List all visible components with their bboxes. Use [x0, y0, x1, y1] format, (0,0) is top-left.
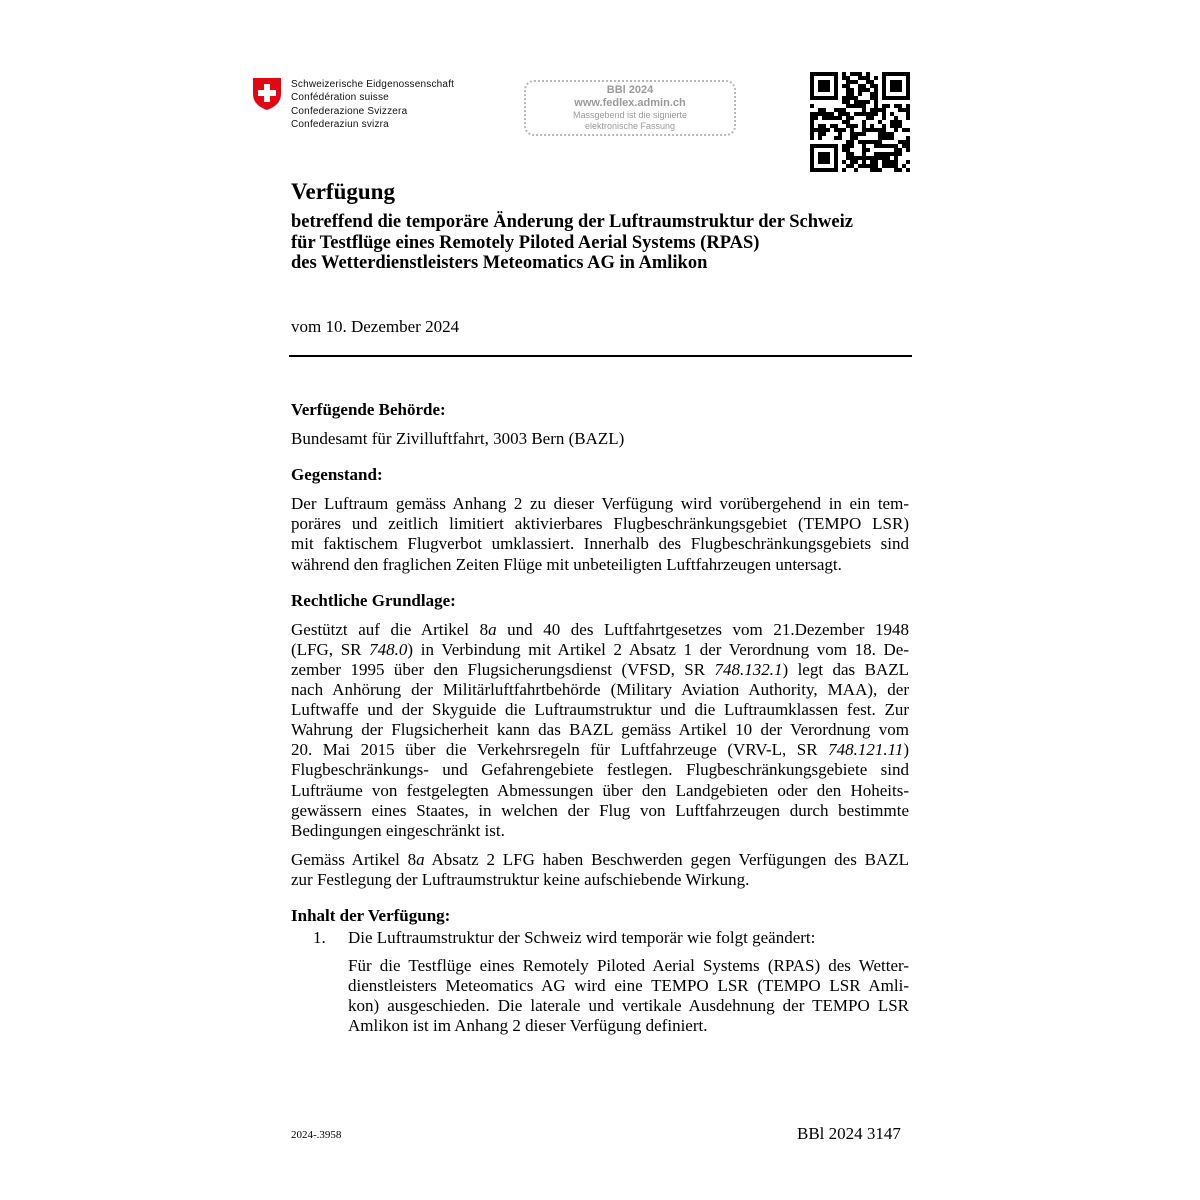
fedlex-stamp — [524, 80, 736, 136]
text-line: poräres und zeitlich limitiert aktivierbares Flugbeschränkungsgebiet (TEMPO LSR) — [291, 514, 909, 534]
text-line: Der Luftraum gemäss Anhang 2 zu dieser Verfügung wird vorübergehend in ein tem- — [291, 494, 909, 514]
document-body — [291, 400, 909, 1037]
text-line: nach Anhörung der Militärluftfahrtbehörde (Military Aviation Authority, MAA), der — [291, 680, 909, 700]
authority-text: Bundesamt für Zivilluftfahrt, 3003 Bern (BAZL) — [291, 429, 625, 449]
stamp-line-1: BBl 2024 — [606, 84, 654, 96]
text-line: zur Festlegung der Luftraumstruktur keine aufschiebende Wirkung. — [291, 869, 750, 889]
stamp-line-3: Massgebend ist die signierte — [572, 110, 688, 120]
text-line: Gemäss Artikel 8a Absatz 2 LFG haben Beschwerden gegen Verfügungen des BAZL — [291, 849, 909, 869]
subtitle-line: betreffend die temporäre Änderung der Luftraumstruktur der Schweiz — [291, 212, 853, 232]
text-line: Wahrung der Flugsicherheit kann das BAZL gemäss Artikel 10 der Verordnung vom — [291, 720, 909, 740]
list-item — [291, 928, 909, 948]
swiss-coat-of-arms-icon — [252, 77, 282, 111]
text-line: Gestützt auf die Artikel 8a und 40 des Luftfahrtgesetzes vom 21.Dezember 1948 — [291, 619, 909, 639]
confed-line-rm: Confederaziun svizra — [291, 119, 389, 131]
subject-paragraph — [291, 494, 909, 574]
text-line: Amlikon ist im Anhang 2 dieser Verfügung definiert. — [348, 1016, 708, 1036]
confederation-names — [291, 78, 454, 132]
subtitle-line: für Testflüge eines Remotely Piloted Aerial Systems (RPAS) — [291, 232, 760, 253]
document-subtitle — [291, 212, 931, 274]
text-line: (LFG, SR 748.0) in Verbindung mit Artikel 2 Absatz 1 der Verordnung vom 18. De- — [291, 639, 910, 659]
stamp-line-4: elektronische Fassung — [584, 121, 676, 131]
divider — [289, 355, 912, 357]
text-line: Bedingungen eingeschränkt ist. — [291, 820, 505, 840]
text-line: dienstleisters Meteomatics AG wird eine TEMPO LSR (TEMPO LSR Amli- — [348, 976, 909, 996]
confed-line-de: Schweizerische Eidgenossenschaft — [291, 79, 455, 90]
stamp-line-2: www.fedlex.admin.ch — [574, 97, 686, 109]
content-heading: Inhalt der Verfügung: — [291, 905, 451, 925]
text-line: kon) ausgeschieden. Die laterale und vertikale Ausdehnung der TEMPO LSR — [348, 996, 909, 1016]
text-line: 20. Mai 2015 über die Verkehrsregeln für Luftfahrzeuge (VRV-L, SR 748.121.11) — [291, 740, 909, 760]
text-line: Luftwaffe und der Skyguide die Luftraumstruktur und die Luftraumklassen fest. Zur — [291, 700, 909, 720]
qr-code-icon — [810, 72, 910, 172]
subtitle-line: des Wetterdienstleisters Meteomatics AG in Amlikon — [291, 253, 708, 273]
document-title: Verfügung — [291, 179, 395, 204]
text-line: Flugbeschränkungs- und Gefahrengebiete festlegen. Flugbeschränkungsgebiete sind — [291, 760, 909, 780]
legal-paragraph — [291, 620, 909, 841]
authority-heading: Verfügende Behörde: — [291, 400, 446, 419]
legal-paragraph-2 — [291, 850, 909, 890]
confed-line-it: Confederazione Svizzera — [291, 105, 408, 117]
subject-heading: Gegenstand: — [291, 465, 383, 485]
text-line: gewässern eines Staates, in welchen der Flug von Luftfahrzeugen durch bestimmte — [291, 800, 909, 820]
document-date: vom 10. Dezember 2024 — [291, 317, 460, 336]
list-item-text: Die Luftraumstruktur der Schweiz wird temporär wie folgt geändert: — [348, 928, 816, 948]
list-item-number: 1. — [313, 928, 326, 948]
text-line: während den fraglichen Zeiten Flüge mit unbeteiligten Luftfahrzeugen untersagt. — [291, 554, 842, 574]
list-item-detail — [291, 956, 909, 1036]
text-line: zember 1995 über den Flugsicherungsdienst (VFSD, SR 748.132.1) legt das BAZL — [291, 659, 909, 679]
text-line: Lufträume von festgelegten Abmessungen über den Landgebieten oder den Hoheits- — [291, 780, 909, 800]
text-line: Für die Testflüge eines Remotely Piloted Aerial Systems (RPAS) des Wetter- — [348, 956, 909, 976]
text-line: mit faktischem Flugverbot umklassiert. Innerhalb des Flugbeschränkungsgebiets sind — [291, 534, 909, 554]
footer-document-number: 2024-.3958 — [291, 1129, 342, 1141]
footer-page-reference: BBl 2024 3147 — [797, 1124, 901, 1143]
legal-heading: Rechtliche Grundlage: — [291, 590, 456, 610]
confed-line-fr: Confédération suisse — [291, 92, 389, 104]
